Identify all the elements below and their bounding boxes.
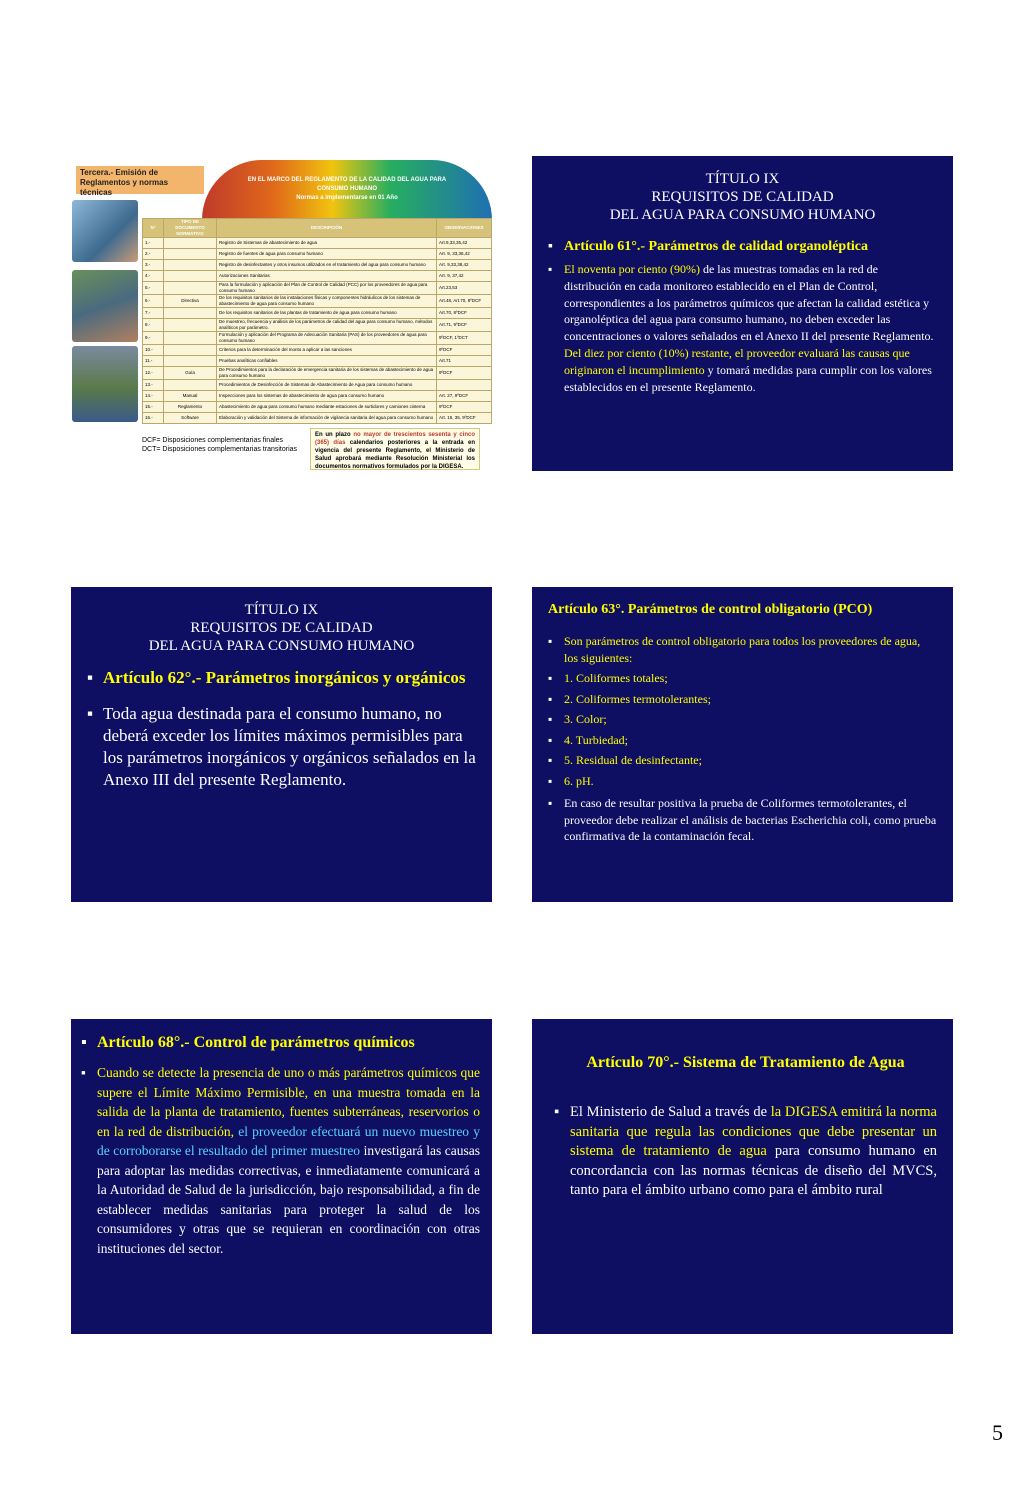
- table-row: [143, 380, 492, 391]
- slide4-item-text: 2. Coliformes termotolerantes;: [564, 691, 711, 706]
- th-n: N°: [143, 219, 164, 238]
- table-cell-n: 15.-: [143, 402, 164, 413]
- arch-title-text: EN EL MARCO DEL REGLAMENTO DE LA CALIDAD DEL AGUA PARA CONSUMO HUMANO: [247, 177, 447, 192]
- table-cell-tipo: Software: [164, 413, 217, 424]
- slide5-article-text: Artículo 68°.- Control de parámetros químicos: [97, 1034, 415, 1051]
- table-cell-n: 13.-: [143, 380, 164, 391]
- table-cell-n: 9.-: [143, 332, 164, 345]
- normas-table: [142, 218, 492, 424]
- slide2-title-line2: REQUISITOS DE CALIDAD: [651, 189, 834, 205]
- table-cell-obs: 9ºDCF, 1ºDCT: [437, 332, 492, 345]
- slide-articulo-70: [532, 1019, 953, 1334]
- table-row: [143, 413, 492, 424]
- slide-articulo-63: [532, 587, 953, 902]
- slide3-title-line3: DEL AGUA PARA CONSUMO HUMANO: [148, 638, 415, 654]
- slide1-note-box: [310, 428, 480, 470]
- table-cell-desc: Criterios para la determinación del monto a aplicar a las sanciones: [217, 345, 437, 356]
- table-cell-desc: De los requisitos sanitarios de las instalaciones físicas y componentes hidráulicos de los sistemas de abastecimiento de agua para consumo humano: [217, 295, 437, 308]
- table-cell-desc: Inspecciones para los sistemas de abastecimiento de agua para consumo humano: [217, 391, 437, 402]
- slide1-arch-title: [242, 176, 452, 203]
- slide4-item-text: 4. Turbiedad;: [564, 732, 629, 747]
- th-tipo: TIPO DE DOCUMENTO NORMATIVO: [164, 219, 217, 238]
- table-cell-desc: Elaboración y validación del Sistema de información de vigilancia sanitaria del agua para consumo humano: [217, 413, 437, 424]
- legend-dct: DCT= Disposiciones complementarias transitorias: [142, 446, 298, 453]
- slide2-article-text: Artículo 61°.- Parámetros de calidad organoléptica: [564, 239, 868, 254]
- table-cell-tipo: [164, 260, 217, 271]
- slide3-body-text: Toda agua destinada para el consumo humano, no deberá exceder los límites máximos permisibles para los parámetros inorgánicos y orgánicos señalados en la Anexo III del presente Reglamento.: [103, 704, 476, 789]
- table-cell-obs: Art. 9, 37,42: [437, 271, 492, 282]
- slide4-item: [548, 732, 937, 749]
- slide4-item: [548, 752, 937, 769]
- table-cell-desc: De los requisitos sanitarios de las plantas de tratamiento de agua para consumo humano: [217, 308, 437, 319]
- slide6-body: [554, 1103, 937, 1201]
- table-cell-obs: Art. 9,33,38,42: [437, 260, 492, 271]
- table-cell-obs: 9ºDCF: [437, 402, 492, 413]
- table-cell-n: 16.-: [143, 413, 164, 424]
- table-cell-obs: Art. 27, 9ºDCF: [437, 391, 492, 402]
- slide3-body: [87, 703, 476, 791]
- table-row: [143, 345, 492, 356]
- photo-child-mountain: [72, 346, 138, 422]
- table-cell-n: 7.-: [143, 308, 164, 319]
- slide5-article-heading: [81, 1033, 480, 1053]
- table-row: [143, 260, 492, 271]
- table-cell-desc: Autorizaciones Sanitarias: [217, 271, 437, 282]
- table-row: [143, 367, 492, 380]
- note-part-c: calendarios posteriores a la entrada en vigencia del presente Reglamento, el Ministerio de Salud aprobará mediante Resolución Ministerial los documentos normativos formulados por la DIGESA.: [315, 440, 475, 470]
- table-cell-obs: Art.23,53: [437, 282, 492, 295]
- slide2-title: [548, 170, 937, 224]
- table-row: [143, 249, 492, 260]
- note-part-a: En un plazo: [315, 432, 351, 438]
- table-cell-obs: 9ºDCF: [437, 367, 492, 380]
- table-cell-n: 4.-: [143, 271, 164, 282]
- table-row: [143, 308, 492, 319]
- table-cell-tipo: Reglamento: [164, 402, 217, 413]
- table-row: [143, 238, 492, 249]
- slide3-title-line1: TÍTULO IX: [244, 602, 319, 618]
- page-number: 5: [992, 1420, 1003, 1445]
- slide1-tag: Tercera.- Emisión de Reglamentos y normas técnicas: [76, 166, 204, 194]
- table-cell-n: 12.-: [143, 367, 164, 380]
- slide4-item-text: 6. pH.: [564, 773, 594, 788]
- table-cell-tipo: [164, 308, 217, 319]
- table-cell-n: 1.-: [143, 238, 164, 249]
- table-cell-obs: Art. 15, 35, 9ºDCF: [437, 413, 492, 424]
- slide4-item: [548, 670, 937, 687]
- table-row: [143, 391, 492, 402]
- slide2-body-white-1: de las muestras tomadas en la red de distribución en cada monitoreo establecido en el Plan de Control, correspondientes a los parámetros químicos que afectan la calidad estética y organoléptica del agua para consumo humano, no deben exceder las concentraciones o valores señalados en el Anexo II del presente Reglamento.: [564, 262, 934, 344]
- slide2-body-yellow-1: El noventa por ciento (90%): [564, 262, 700, 276]
- slide6-title: Artículo 70°.- Sistema de Tratamiento de Agua: [586, 1054, 905, 1071]
- slide2-body: [548, 261, 937, 395]
- table-cell-tipo: [164, 319, 217, 332]
- slide4-intro-text: Son parámetros de control obligatorio para todos los proveedores de agua, los siguientes:: [564, 634, 921, 665]
- table-row: [143, 282, 492, 295]
- slide5-body-cyan: el proveedor efectuará un nuevo muestreo y de corroborarse el resultado del primer muestreo: [97, 1123, 480, 1158]
- slide-articulo-61: [532, 156, 953, 471]
- table-cell-obs: 9ºDCF: [437, 345, 492, 356]
- table-row: [143, 295, 492, 308]
- slide5-body-white: investigará las causas para adoptar las medidas correctivas, e inmediatamente comunicará a la Autoridad de Salud de la jurisdicción, bajo responsabilidad, a fin de establecer medidas sanitarias para proteger la salud de los consumidores y otras que se requieran en coordinación con otras instituciones del sector.: [97, 1143, 480, 1256]
- table-cell-desc: Para la formulación y aplicación del Plan de Control de Calidad (PCC) por los proveedores de agua para consumo humano: [217, 282, 437, 295]
- slide4-item: [548, 773, 937, 790]
- table-cell-obs: Art.71: [437, 356, 492, 367]
- slide2-article-heading: [548, 238, 937, 255]
- table-cell-desc: De muestreo, frecuencia y análisis de los parámetros de calidad del agua para consumo humano, métodos analíticos por parámetro.: [217, 319, 437, 332]
- slide3-title: [87, 601, 476, 655]
- slide3-title-line2: REQUISITOS DE CALIDAD: [190, 620, 373, 636]
- arch-subtitle-text: Normas a implementarse en 01 Año: [296, 195, 398, 201]
- slide2-title-line3: DEL AGUA PARA CONSUMO HUMANO: [609, 207, 876, 223]
- table-cell-n: 10.-: [143, 345, 164, 356]
- table-cell-desc: Pruebas analíticas confiables: [217, 356, 437, 367]
- slide2-body-white-2: y tomará medidas para cumplir con los valores establecidos en el presente Reglamento.: [564, 362, 932, 394]
- slide4-closing-text: En caso de resultar positiva la prueba de Coliformes termotolerantes, el proveedor debe realizar el análisis de bacterias Escherichia coli, como prueba confirmativa de la contaminación fecal.: [564, 796, 937, 843]
- table-cell-tipo: [164, 332, 217, 345]
- table-cell-tipo: [164, 380, 217, 391]
- table-cell-tipo: Guía: [164, 367, 217, 380]
- slide3-article-heading: [87, 667, 476, 689]
- slide5-body: [81, 1063, 480, 1258]
- table-cell-desc: Procedimientos de Desinfección de Sistemas de Abastecimiento de Agua para consumo humano: [217, 380, 437, 391]
- note-part-b: no mayor de trescientos sesenta y cinco (365) días: [315, 432, 475, 446]
- table-cell-obs: Art.9,33,35,42: [437, 238, 492, 249]
- table-cell-tipo: [164, 271, 217, 282]
- slide2-title-line1: TÍTULO IX: [705, 171, 780, 187]
- slide5-body-yellow: Cuando se detecte la presencia de uno o más parámetros químicos que supere el Límite Máximo Permisible, en una muestra tomada en la salida de la planta de tratamiento, fuentes subterráneas, reservorios o en la red de distribución,: [97, 1065, 480, 1139]
- th-descripcion: DESCRIPCIÓN: [217, 219, 437, 238]
- table-row: [143, 271, 492, 282]
- table-cell-n: 8.-: [143, 319, 164, 332]
- slide6-body-yellow: la DIGESA emitirá la norma sanitaria que regula las condiciones que debe presentar un sistema de tratamiento de agua: [570, 1104, 937, 1159]
- slide4-item-text: 1. Coliformes totales;: [564, 671, 668, 685]
- slide6-body-white-2: para consumo humano en concordancia con las normas técnicas de diseño del MVCS, tanto para el ámbito urbano como para el ámbito rural: [570, 1143, 938, 1198]
- table-row: [143, 402, 492, 413]
- table-cell-desc: Abastecimiento de agua para consumo humano mediante estaciones de surtidores y camiones cisterna: [217, 402, 437, 413]
- table-cell-desc: Registro de fuentes de agua para consumo humano: [217, 249, 437, 260]
- slide4-item-text: 5. Residual de desinfectante;: [564, 753, 702, 767]
- normas-table-body: [143, 238, 492, 424]
- table-cell-tipo: [164, 282, 217, 295]
- table-row: [143, 332, 492, 345]
- slide4-item-text: 3. Color;: [564, 712, 607, 726]
- table-cell-tipo: [164, 238, 217, 249]
- slide4-title: Artículo 63°. Parámetros de control obligatorio (PCO): [548, 602, 873, 617]
- table-cell-tipo: [164, 249, 217, 260]
- table-cell-obs: [437, 380, 492, 391]
- photo-child-tap: [72, 270, 138, 342]
- slide3-article-text: Artículo 62°.- Parámetros inorgánicos y orgánicos: [103, 668, 466, 687]
- table-cell-obs: Art.48, Art.70, 8ºDCF: [437, 295, 492, 308]
- table-row: [143, 319, 492, 332]
- slide-articulo-68: [71, 1019, 492, 1334]
- slide4-item: [548, 711, 937, 728]
- photo-child-drinking: [72, 200, 138, 262]
- table-cell-tipo: Manual: [164, 391, 217, 402]
- slide4-item: [548, 691, 937, 708]
- slide-articulo-62: [71, 587, 492, 902]
- slide6-body-white-1: El Ministerio de Salud a través de: [570, 1104, 768, 1120]
- table-cell-n: 6.-: [143, 295, 164, 308]
- slide-normas-table: [72, 158, 493, 473]
- table-cell-desc: Formulación y aplicación del Programa de Adecuación Sanitaria (PAS) de los proveedores de agua para consumo humano: [217, 332, 437, 345]
- table-cell-n: 14.-: [143, 391, 164, 402]
- table-cell-tipo: [164, 345, 217, 356]
- table-cell-obs: Art.71, 9ºDCF: [437, 319, 492, 332]
- table-cell-n: 11.-: [143, 356, 164, 367]
- table-cell-n: 5.-: [143, 282, 164, 295]
- table-cell-tipo: [164, 356, 217, 367]
- table-cell-tipo: Directiva: [164, 295, 217, 308]
- legend-dcf: DCF= Disposiciones complementarias finales: [142, 437, 284, 444]
- table-cell-n: 2.-: [143, 249, 164, 260]
- slide4-intro: [548, 633, 937, 666]
- table-cell-desc: Registro de desinfectantes y otros insumos utilizados en el tratamiento del agua para consumo humano: [217, 260, 437, 271]
- th-observaciones: OBSERVACIONES: [437, 219, 492, 238]
- slide4-closing: [548, 795, 937, 845]
- slide2-body-yellow-2: Del diez por ciento (10%) restante, el proveedor evaluará las causas que originaron el incumplimiento: [564, 345, 910, 377]
- table-cell-obs: Art. 9, 33,36,42: [437, 249, 492, 260]
- table-row: [143, 356, 492, 367]
- table-cell-obs: Art.70, 8ºDCF: [437, 308, 492, 319]
- table-cell-n: 3.-: [143, 260, 164, 271]
- slide1-legend: [142, 436, 297, 454]
- table-cell-desc: Registro de Sistemas de abastecimiento de agua: [217, 238, 437, 249]
- table-cell-desc: De Procedimientos para la declaración de emergencia sanitaria de los sistemas de abastecimiento de agua para consumo humano: [217, 367, 437, 380]
